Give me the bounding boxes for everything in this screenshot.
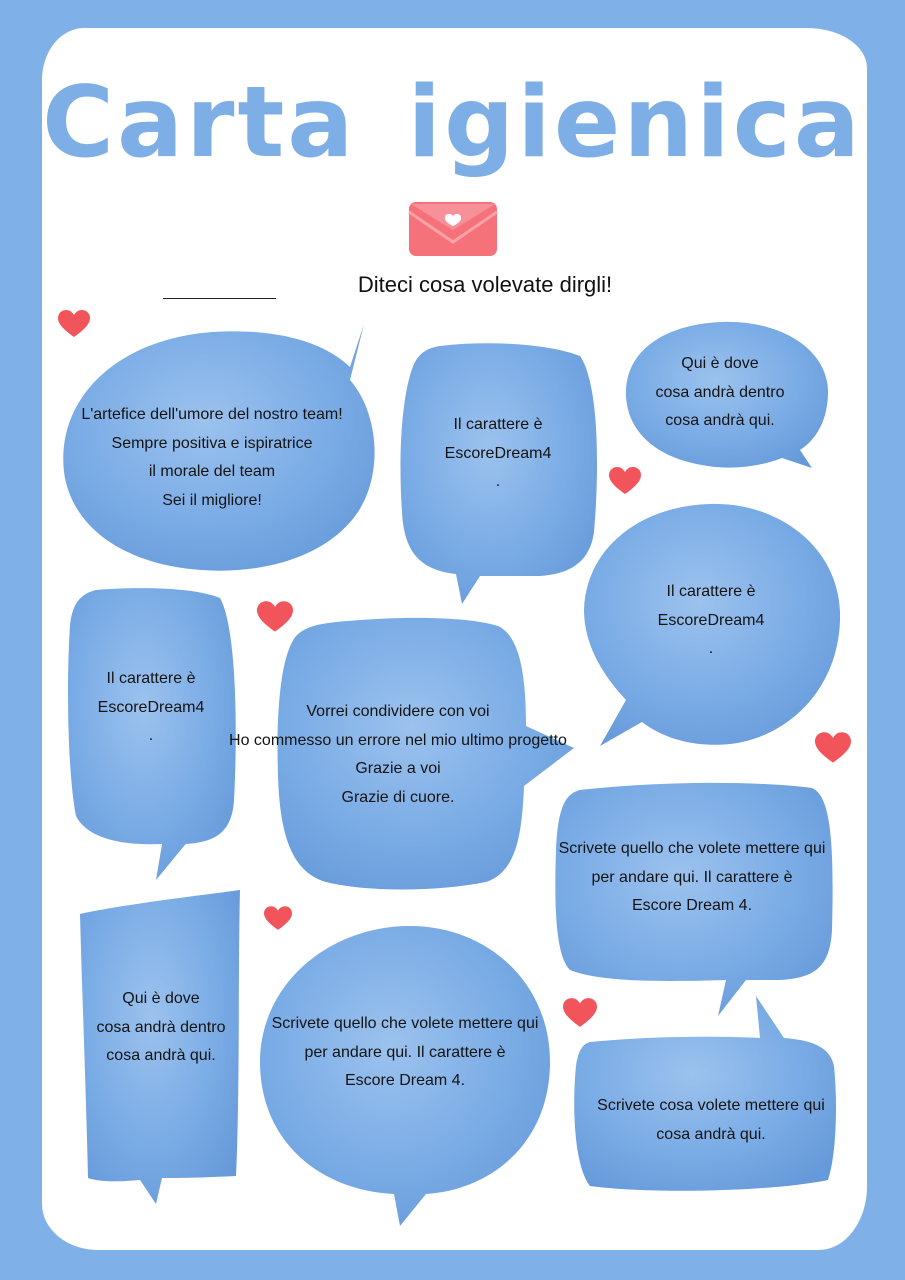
recipient-name-line bbox=[163, 298, 276, 299]
heart-icon bbox=[563, 998, 597, 1028]
bubble-text-line: Il carattere è bbox=[106, 670, 196, 687]
speech-bubble bbox=[256, 922, 554, 1228]
bubble-text-line: Escore Dream 4. bbox=[631, 897, 753, 914]
bubble-text-line: per andare qui. Il carattere è bbox=[304, 1043, 506, 1061]
bubble-text-line: Scrivete cosa volete mettere qui bbox=[597, 1097, 825, 1114]
bubble-text-line: Scrivete quello che volete mettere qui bbox=[558, 840, 826, 857]
bubble-text-line: . bbox=[495, 473, 501, 490]
bubble-text-line: Grazie di cuore. bbox=[341, 788, 455, 806]
heart-icon bbox=[609, 467, 641, 495]
speech-bubble bbox=[400, 342, 600, 604]
heart-icon bbox=[257, 601, 293, 633]
bubble-text-line: cosa andrà qui. bbox=[106, 1047, 216, 1064]
heart-icon bbox=[264, 906, 292, 931]
bubble-text-line: cosa andrà dentro bbox=[96, 1018, 226, 1036]
bubble-text-line: EscoreDream4 bbox=[97, 698, 205, 716]
speech-bubble bbox=[229, 616, 576, 892]
heart-icon bbox=[815, 732, 851, 764]
speech-bubble bbox=[580, 500, 842, 750]
bubble-text-line: . bbox=[708, 640, 714, 657]
speech-bubble bbox=[570, 996, 836, 1194]
bubble-text-line: Escore Dream 4. bbox=[344, 1072, 466, 1089]
bubble-text-line: Vorrei condividere con voi bbox=[306, 703, 490, 720]
bubble-text-line: . bbox=[148, 727, 154, 744]
speech-bubble bbox=[76, 890, 244, 1206]
bubble-text-line: il morale del team bbox=[148, 463, 276, 480]
speech-bubble bbox=[622, 320, 832, 470]
bubble-text-line: L'artefice dell'umore del nostro team! bbox=[81, 406, 343, 423]
envelope-icon bbox=[407, 198, 499, 260]
bubble-text-line: per andare qui. Il carattere è bbox=[591, 868, 793, 886]
bubble-text-line: Sei il migliore! bbox=[162, 491, 262, 509]
bubble-text-line: Qui è dove bbox=[681, 355, 759, 372]
prompt-text: Diteci cosa volevate dirgli! bbox=[357, 272, 613, 297]
speech-bubble bbox=[62, 322, 382, 574]
bubble-text-line: Ho commesso un errore nel mio ultimo progetto bbox=[229, 731, 567, 749]
bubble-text-line: Il carattere è bbox=[453, 416, 543, 433]
bubble-text-line: Qui è dove bbox=[122, 990, 200, 1007]
bubble-text-line: Il carattere è bbox=[666, 583, 756, 600]
bubble-text-line: EscoreDream4 bbox=[657, 611, 765, 629]
bubble-text-line: cosa andrà qui. bbox=[656, 1125, 766, 1143]
bubble-text-line: EscoreDream4 bbox=[444, 444, 552, 462]
page-title: Carta igienica bbox=[42, 66, 863, 180]
heart-icon bbox=[58, 310, 90, 338]
bubble-text-line: cosa andrà qui. bbox=[665, 412, 775, 429]
bubble-text-line: Scrivete quello che volete mettere qui bbox=[271, 1015, 539, 1032]
bubble-text-line: Grazie a voi bbox=[355, 760, 441, 777]
bubble-text-line: cosa andrà dentro bbox=[655, 383, 785, 401]
bubble-text-line: Sempre positiva e ispiratrice bbox=[111, 434, 313, 452]
speech-bubble bbox=[550, 780, 836, 1018]
